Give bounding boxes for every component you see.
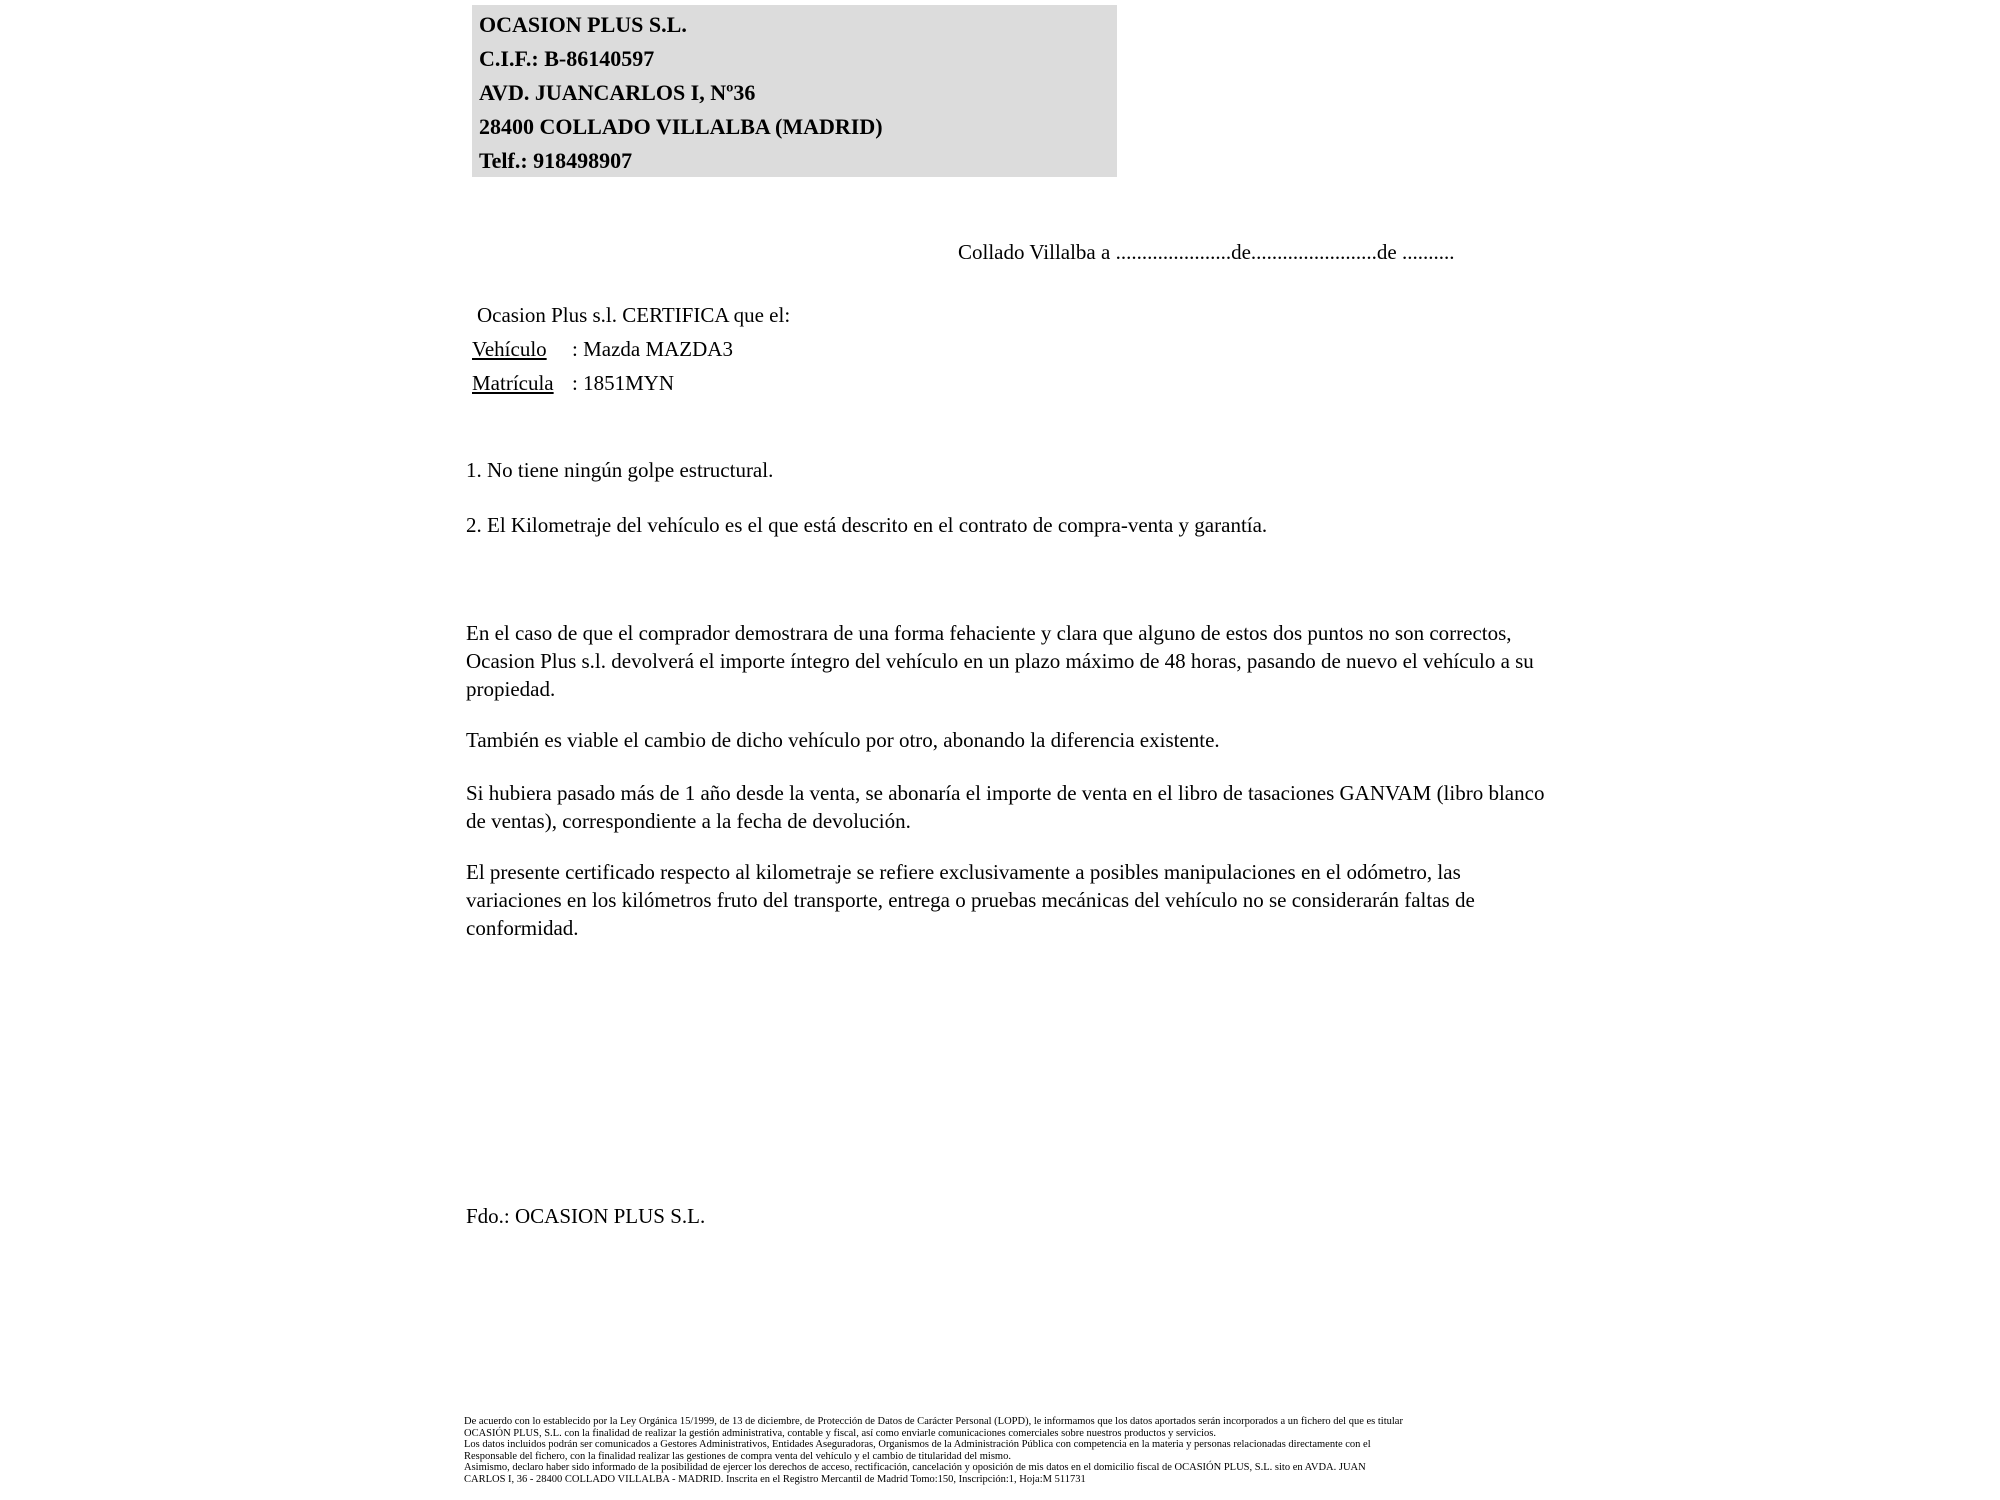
legal-line: OCASIÓN PLUS, S.L. con la finalidad de realizar la gestión administrativa, contable y fiscal, así como enviarle comunicaciones comerciales sobre nuestros productos y servicios.: [464, 1427, 1216, 1439]
date-fill-in-line: Collado Villalba a ......................de........................de ..........: [958, 240, 1455, 264]
company-city: 28400 COLLADO VILLALBA (MADRID): [479, 114, 883, 139]
vehicle-value: : Mazda MAZDA3: [572, 337, 733, 361]
legal-line: Responsable del fichero, con la finalidad realizar las gestiones de compra venta del vehículo y el cambio de titularidad del mismo.: [464, 1450, 1011, 1462]
legal-line: Los datos incluidos podrán ser comunicados a Gestores Administrativos, Entidades Aseguradoras, Organismos de la Administración Pública con competencia en la materia y personas relacionadas directamente con el: [464, 1439, 1371, 1451]
certified-point-1: 1. No tiene ningún golpe estructural.: [466, 458, 774, 482]
legal-line: CARLOS I, 36 - 28400 COLLADO VILLALBA - MADRID. Inscrita en el Registro Mercantil de Madrid Tomo:150, Inscripción:1, Hoja:M 511731: [464, 1473, 1086, 1485]
paragraph-refund-policy: En el caso de que el comprador demostrara de una forma fehaciente y clara que alguno de estos dos puntos no son correctos, Ocasion Plus s.l. devolverá el importe íntegro del vehículo en un plazo máximo de 48 horas, pasando de nuevo el vehículo a su propiedad.: [466, 621, 1534, 701]
paragraph-ganvam-valuation: Si hubiera pasado más de 1 año desde la venta, se abonaría el importe de venta en el libro de tasaciones GANVAM (libro blanco de ventas), correspondiente a la fecha de devolución.: [466, 781, 1545, 833]
company-header-block: [472, 5, 1117, 177]
certified-point-2: 2. El Kilometraje del vehículo es el que está descrito en el contrato de compra-venta y garantía.: [466, 513, 1268, 537]
legal-fine-print: [464, 1416, 1403, 1486]
vehicle-label: Vehículo: [472, 337, 547, 361]
plate-label: Matrícula: [472, 371, 554, 395]
vehicle-row: [472, 337, 733, 362]
company-name: OCASION PLUS S.L.: [479, 12, 687, 37]
signature-line: Fdo.: OCASION PLUS S.L.: [466, 1204, 706, 1228]
company-address: AVD. JUANCARLOS I, Nº36: [479, 80, 756, 105]
paragraph-odometer-disclaimer: El presente certificado respecto al kilometraje se refiere exclusivamente a posibles manipulaciones en el odómetro, las variaciones en los kilómetros fruto del transporte, entrega o pruebas mecánicas del vehículo no se considerarán faltas de conformidad.: [466, 860, 1475, 940]
vehicle-label-wrap: [472, 337, 572, 362]
plate-value: : 1851MYN: [572, 371, 675, 395]
plate-row: [472, 371, 674, 396]
company-cif: C.I.F.: B-86140597: [479, 46, 655, 71]
legal-line: Asimismo, declaro haber sido informado de la posibilidad de ejercer los derechos de acceso, rectificación, cancelación y oposición de mis datos en el domicilio fiscal de OCASIÓN PLUS, S.L. sito en AVDA. JUAN: [464, 1462, 1366, 1474]
plate-label-wrap: [472, 371, 572, 396]
paragraph-exchange-option: También es viable el cambio de dicho vehículo por otro, abonando la diferencia existente.: [466, 728, 1220, 752]
certify-intro-line: Ocasion Plus s.l. CERTIFICA que el:: [477, 303, 791, 327]
legal-line: De acuerdo con lo establecido por la Ley Orgánica 15/1999, de 13 de diciembre, de Protección de Datos de Carácter Personal (LOPD), le informamos que los datos aportados serán incorporados a un fichero del que es titular: [464, 1416, 1403, 1427]
company-phone: Telf.: 918498907: [479, 148, 633, 173]
